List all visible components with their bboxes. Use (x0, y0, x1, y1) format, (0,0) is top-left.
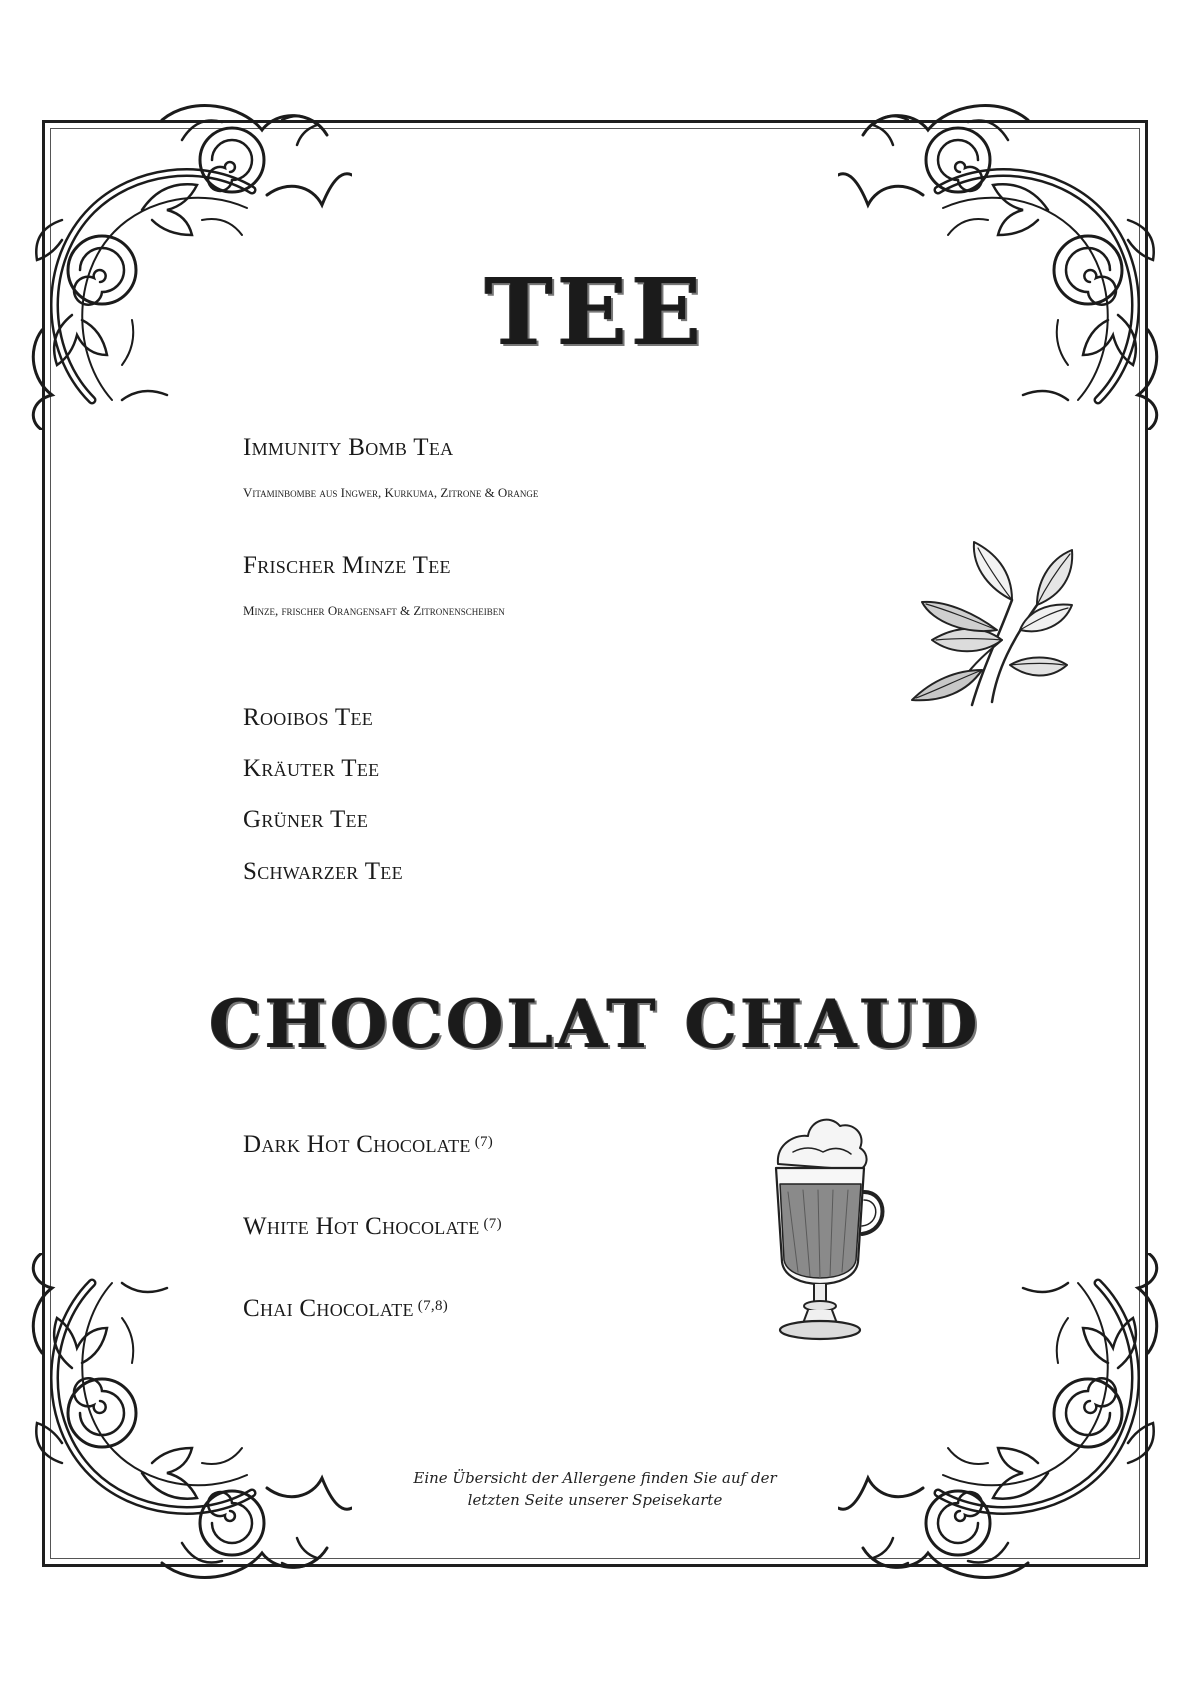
menu-item-name: Frischer Minze Tee (243, 552, 451, 579)
chocolat-section-title: CHOCOLAT CHAUD (209, 985, 981, 1063)
menu-item-label: Dark Hot Chocolate (243, 1131, 471, 1158)
hot-chocolate-glass-icon (758, 1112, 890, 1344)
tee-section-title: TEE (484, 258, 706, 366)
menu-item-label: Chai Chocolate (243, 1295, 414, 1322)
menu-item-name: Grüner Tee (243, 806, 369, 833)
menu-item-label: White Hot Chocolate (243, 1213, 480, 1240)
allergen-code: (7) (483, 1216, 502, 1232)
menu-item-description: Minze, frischer Orangensaft & Zitronenscheiben (243, 603, 505, 618)
menu-item-name (243, 1213, 502, 1241)
footnote-line-1: Eine Übersicht der Allergene finden Sie auf der (413, 1469, 777, 1487)
menu-item-description: Vitaminbombe aus Ingwer, Kurkuma, Zitrone & Orange (243, 485, 539, 500)
mint-sprig-icon (902, 530, 1082, 710)
menu-item-name: Rooibos Tee (243, 704, 374, 731)
allergen-code: (7) (474, 1134, 494, 1150)
menu-item-name: Schwarzer Tee (243, 858, 403, 885)
footnote-line-2: letzten Seite unserer Speisekarte (467, 1491, 723, 1509)
allergen-footnote (395, 1467, 795, 1511)
menu-item-name: Immunity Bomb Tea (243, 434, 454, 461)
menu-item-name (243, 1131, 493, 1159)
menu-item-name (243, 1295, 448, 1323)
allergen-code: (7,8) (417, 1298, 449, 1314)
menu-item-name: Kräuter Tee (243, 755, 380, 782)
